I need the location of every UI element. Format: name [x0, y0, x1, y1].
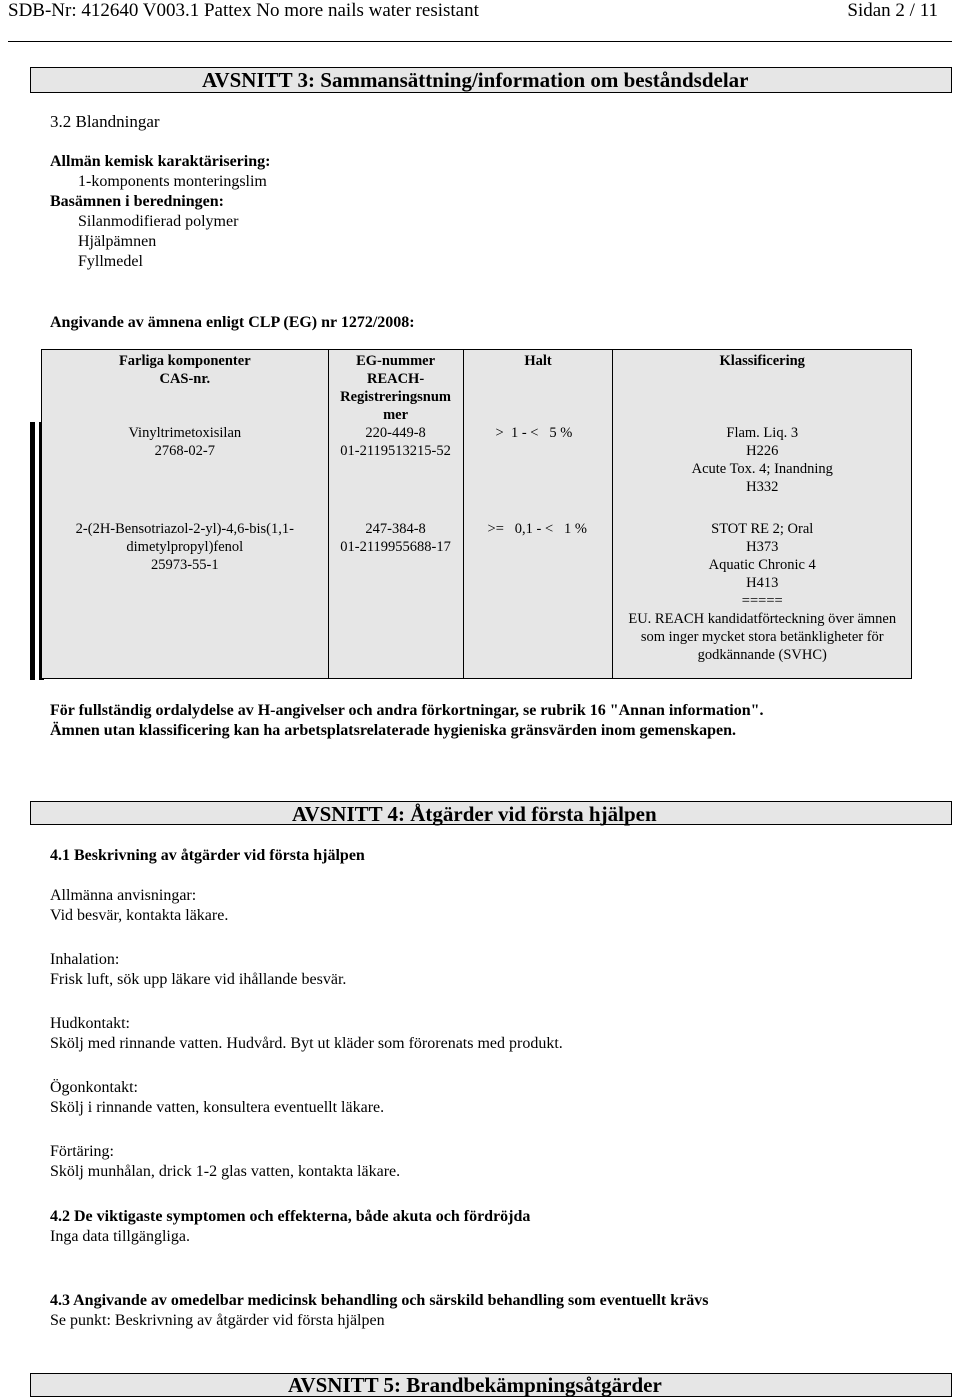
section4-content: [50, 846, 930, 1331]
concentration-cell: > 1 - < 5 %: [463, 424, 613, 520]
header-components: Farliga komponenter CAS-nr.: [42, 350, 329, 425]
base-value: Hjälpämnen: [78, 233, 157, 250]
header-divider: [8, 41, 952, 42]
table-notes: [50, 701, 930, 741]
subsection-4-2: 4.2 De viktigaste symptomen och effekterna, både akuta och fördröjda: [50, 1208, 531, 1225]
ec-cell: 247-384-8 01-2119955688-17: [328, 520, 463, 679]
header-ec-number: EG-nummer REACH- Registreringsnum mer: [328, 350, 463, 425]
item-label: Ögonkontakt:: [50, 1079, 138, 1096]
general-characterization: [50, 152, 650, 272]
section4-title: AVSNITT 4: Åtgärder vid första hjälpen: [292, 802, 657, 826]
subsection-4-3: 4.3 Angivande av omedelbar medicinsk behandling och särskild behandling som eventuellt krävs: [50, 1292, 709, 1309]
item-text: Skölj munhålan, drick 1-2 glas vatten, kontakta läkare.: [50, 1163, 401, 1180]
item-text: Frisk luft, sök upp läkare vid ihållande besvär.: [50, 971, 347, 988]
subsection-4-2-text: Inga data tillgängliga.: [50, 1228, 190, 1245]
item-label: Inhalation:: [50, 951, 120, 968]
header-concentration: Halt: [463, 350, 613, 425]
concentration-cell: >= 0,1 - < 1 %: [463, 520, 613, 679]
table-row: [42, 520, 912, 679]
item-text: Skölj i rinnande vatten, konsultera eventuellt läkare.: [50, 1099, 385, 1116]
document-id: SDB-Nr: 412640 V003.1 Pattex No more nails water resistant: [8, 0, 479, 21]
classification-cell: STOT RE 2; Oral H373 Aquatic Chronic 4 H413 ===== EU. REACH kandidatförteckning över ämnen som inger mycket stora betänkligheter för godkännande (SVHC): [613, 520, 912, 679]
general-value: 1-komponents monteringslim: [78, 173, 267, 190]
item-text: Skölj med rinnande vatten. Hudvård. Byt ut kläder som förorenats med produkt.: [50, 1035, 563, 1052]
page-header: [8, 0, 952, 26]
section5-title: AVSNITT 5: Brandbekämpningsåtgärder: [288, 1373, 662, 1397]
section3-title: AVSNITT 3: Sammansättning/information om beståndsdelar: [202, 68, 749, 92]
component-cell: Vinyltrimetoxisilan 2768-02-7: [42, 424, 329, 520]
item-label: Allmänna anvisningar:: [50, 887, 197, 904]
table-row: [42, 424, 912, 520]
note-h-statements: För fullständig ordalydelse av H-angivelser och andra förkortningar, se rubrik 16 "Annan information".: [50, 702, 764, 719]
ec-cell: 220-449-8 01-2119513215-52: [328, 424, 463, 520]
note-unclassified: Ämnen utan klassificering kan ha arbetsplatsrelaterade hygieniska gränsvärden inom gemenskapen.: [50, 722, 736, 739]
base-label: Basämnen i beredningen:: [50, 193, 224, 210]
classification-cell: Flam. Liq. 3 H226 Acute Tox. 4; Inandning H332: [613, 424, 912, 520]
subsection-4-1: 4.1 Beskrivning av åtgärder vid första hjälpen: [50, 847, 365, 864]
subsection-4-3-text: Se punkt: Beskrivning av åtgärder vid första hjälpen: [50, 1312, 385, 1329]
item-label: Förtäring:: [50, 1143, 114, 1160]
item-text: Vid besvär, kontakta läkare.: [50, 907, 229, 924]
header-classification: Klassificering: [613, 350, 912, 425]
subsection-3-2: 3.2 Blandningar: [50, 112, 160, 131]
component-cell: 2-(2H-Bensotriazol-2-yl)-4,6-bis(1,1-dimetylpropyl)fenol 25973-55-1: [42, 520, 329, 679]
base-value: Fyllmedel: [78, 253, 143, 270]
page-number: Sidan 2 / 11: [847, 0, 938, 21]
item-label: Hudkontakt:: [50, 1015, 130, 1032]
base-value: Silanmodifierad polymer: [78, 213, 239, 230]
components-table: [41, 349, 912, 679]
general-label: Allmän kemisk karaktärisering:: [50, 153, 271, 170]
clp-heading: Angivande av ämnena enligt CLP (EG) nr 1272/2008:: [50, 314, 415, 331]
